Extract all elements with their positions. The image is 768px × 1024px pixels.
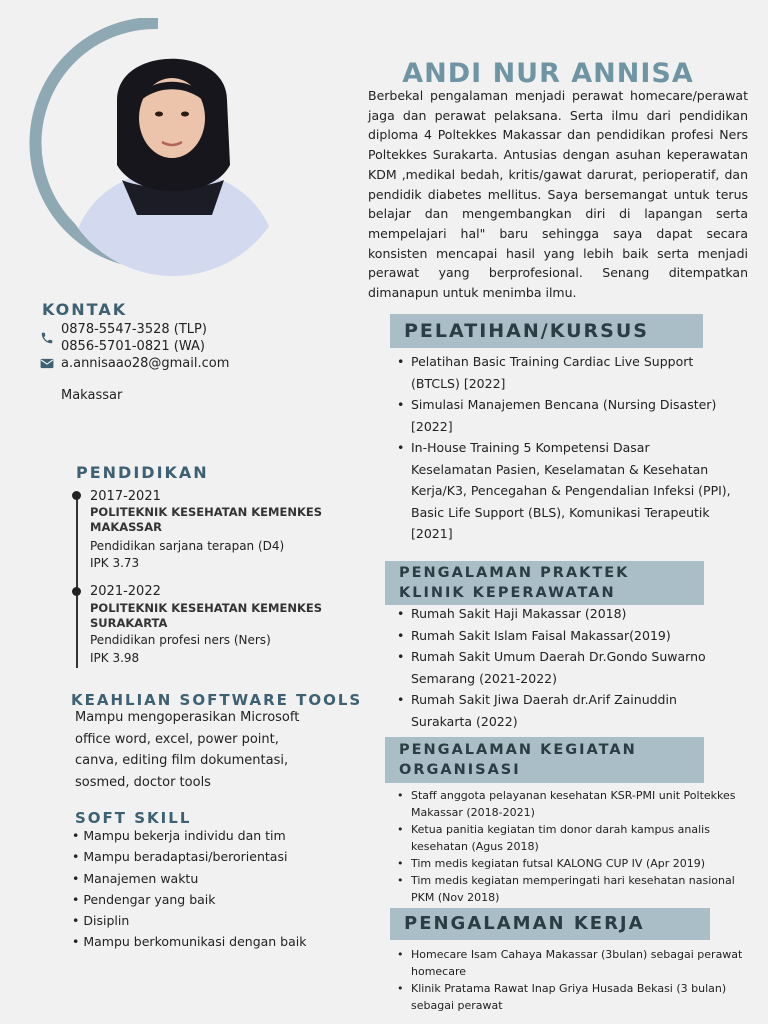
list-item: • Tim medis kegiatan futsal KALONG CUP IV (Apr 2019) bbox=[397, 855, 742, 872]
profile-photo bbox=[62, 40, 284, 276]
pendidikan-heading: PENDIDIKAN bbox=[76, 463, 209, 482]
email-address[interactable]: a.annisaao28@gmail.com bbox=[61, 356, 230, 371]
list-item: • Homecare Isam Cahaya Makassar (3bulan) sebagai perawat homecare bbox=[397, 946, 747, 980]
list-item: • Pelatihan Basic Training Cardiac Live Support (BTCLS) [2022] bbox=[397, 351, 732, 394]
list-item: • Mampu berkomunikasi dengan baik bbox=[72, 934, 307, 950]
edu-program: Pendidikan profesi ners (Ners) bbox=[90, 633, 271, 647]
list-item: • Klinik Pratama Rawat Inap Griya Husada Bekasi (3 bulan) sebagai perawat bbox=[397, 980, 747, 1014]
kontak-heading: KONTAK bbox=[42, 300, 128, 319]
kerja-list bbox=[397, 946, 747, 1014]
timeline-dot bbox=[72, 587, 81, 596]
edu-ipk: IPK 3.73 bbox=[90, 556, 140, 570]
list-item: • Mampu bekerja individu dan tim bbox=[72, 828, 286, 843]
edu-years: 2021-2022 bbox=[90, 584, 161, 599]
edu-years: 2017-2021 bbox=[90, 489, 161, 504]
profile-summary: Berbekal pengalaman menjadi perawat homecare/perawat jaga dan perawat pelaksana. Serta ilmu dari pendidikan diploma 4 Poltekkes Makassar dan pendidikan profesi Ners Poltekkes Surakarta. Antusias dengan asuhan keperawatan KDM ,medikal bedah, kritis/gawat darurat, perioperatif, dan pendidik diabetes mellitus. Saya bersemangat untuk terus belajar dan mengembangkan diri di lapangan serta mempelajari hal" baru sehingga saya dapat secara konsisten mencapai hasil yang lebih baik serta menjadi perawat yang berprofesional. Senang ditempatkan dimanapun untuk menimba ilmu. bbox=[368, 88, 748, 301]
pelatihan-heading: PELATIHAN/KURSUS bbox=[390, 314, 703, 348]
list-item: • Ketua panitia kegiatan tim donor darah kampus analis kesehatan (Agus 2018) bbox=[397, 821, 742, 855]
software-heading: KEAHLIAN SOFTWARE TOOLS bbox=[71, 691, 363, 709]
list-item: • Rumah Sakit Umum Daerah Dr.Gondo Suwarno Semarang (2021-2022) bbox=[397, 646, 737, 689]
full-name: ANDI NUR ANNISA bbox=[402, 58, 694, 89]
list-item: • Simulasi Manajemen Bencana (Nursing Disaster) [2022] bbox=[397, 394, 732, 437]
whatsapp-number[interactable]: 0856-5701-0821 (WA) bbox=[61, 339, 205, 354]
praktek-list bbox=[397, 603, 737, 732]
list-item: • Rumah Sakit Islam Faisal Makassar(2019) bbox=[397, 625, 737, 647]
edu-ipk: IPK 3.98 bbox=[90, 651, 140, 665]
praktek-heading: PENGALAMAN PRAKTEK KLINIK KEPERAWATAN bbox=[385, 561, 704, 605]
email-icon bbox=[40, 358, 54, 369]
list-item: • Tim medis kegiatan memperingati hari kesehatan nasional PKM (Nov 2018) bbox=[397, 872, 742, 906]
list-item: • Disiplin bbox=[72, 913, 130, 929]
kerja-heading: PENGALAMAN KERJA bbox=[390, 908, 710, 940]
organisasi-heading: PENGALAMAN KEGIATAN ORGANISASI bbox=[385, 737, 704, 783]
city: Makassar bbox=[61, 388, 123, 403]
software-text: Mampu mengoperasikan Microsoft office word, excel, power point, canva, editing film dokumentasi, sosmed, doctor tools bbox=[75, 710, 300, 790]
list-item: • In-House Training 5 Kompetensi Dasar Keselamatan Pasien, Keselamatan & Kesehatan Kerja/K3, Pencegahan & Pengendalian Infeksi (PPI), Basic Life Support (BLS), Komunikasi Terapeutik [2021] bbox=[397, 437, 732, 545]
phone-icon bbox=[40, 331, 54, 345]
softskill-list bbox=[72, 825, 352, 953]
timeline-dot bbox=[72, 491, 81, 500]
list-item: • Mampu beradaptasi/berorientasi bbox=[72, 849, 288, 865]
softskill-heading: SOFT SKILL bbox=[75, 809, 192, 827]
list-item: • Rumah Sakit Jiwa Daerah dr.Arif Zainuddin Surakarta (2022) bbox=[397, 689, 737, 732]
list-item: • Pendengar yang baik bbox=[72, 891, 216, 907]
timeline-line bbox=[76, 494, 78, 668]
list-item: • Staff anggota pelayanan kesehatan KSR-PMI unit Poltekkes Makassar (2018-2021) bbox=[397, 787, 742, 821]
list-item: • Manajemen waktu bbox=[72, 870, 199, 886]
organisasi-list bbox=[397, 787, 742, 906]
pelatihan-list bbox=[397, 351, 732, 545]
phone-number[interactable]: 0878-5547-3528 (TLP) bbox=[61, 322, 207, 337]
edu-program: Pendidikan sarjana terapan (D4) bbox=[90, 539, 285, 553]
edu-school: POLITEKNIK KESEHATAN KEMENKES MAKASSAR bbox=[90, 505, 322, 534]
edu-school: POLITEKNIK KESEHATAN KEMENKES SURAKARTA bbox=[90, 601, 322, 630]
list-item: • Rumah Sakit Haji Makassar (2018) bbox=[397, 603, 737, 625]
